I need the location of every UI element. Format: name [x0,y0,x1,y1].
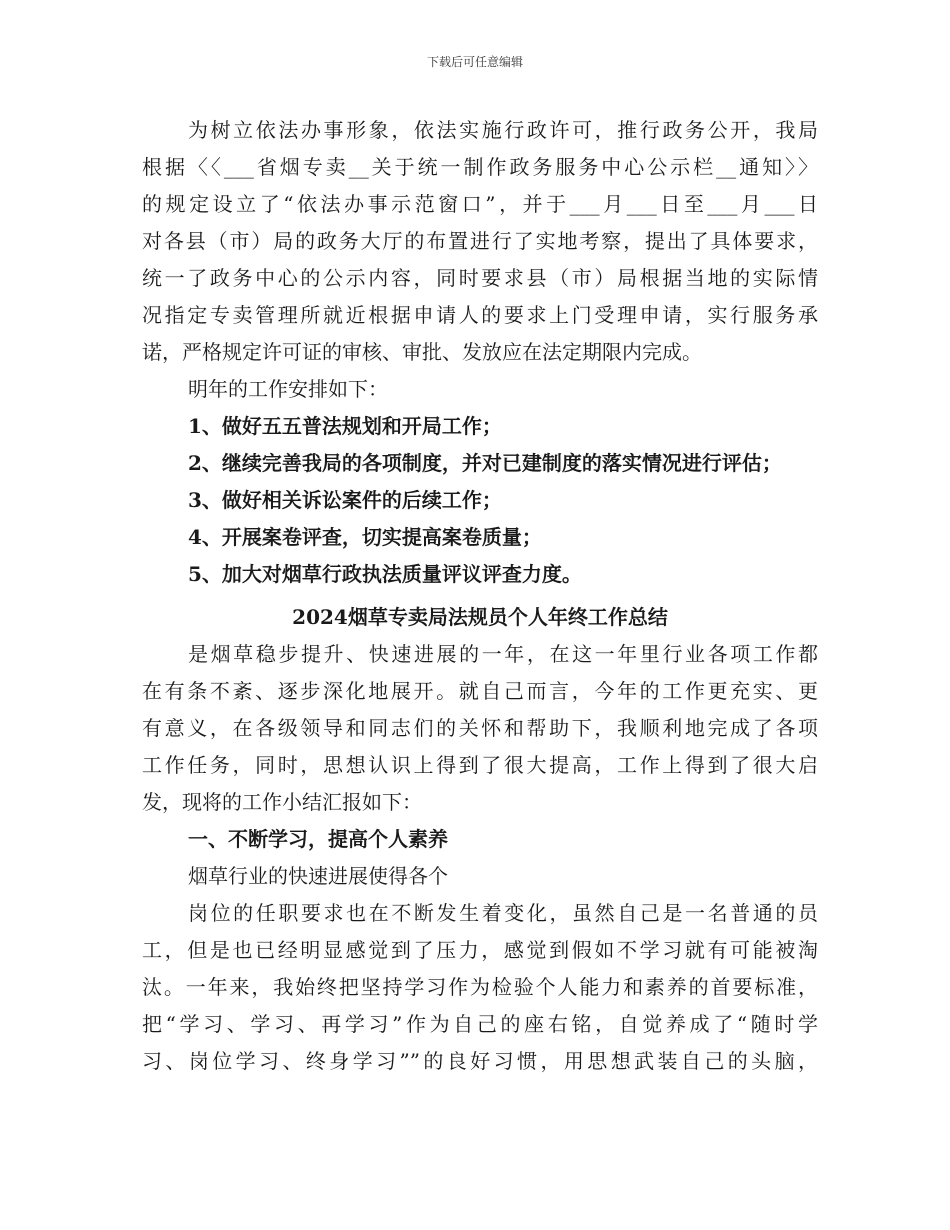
plan-item: 2、继续完善我局的各项制度，并对已建制度的落实情况进行评估； [188,451,782,475]
paragraph-window-setup [142,112,818,371]
text-line: 工，但是也已经明显感觉到了压力，感觉到假如不学习就有可能被淘 [142,938,818,962]
plan-item: 4、开展案卷评查，切实提高案卷质量； [188,525,542,549]
text-line: 烟草行业的快速进展使得各个 [188,864,448,888]
document-title: 2024烟草专卖局法规员个人年终工作总结 [292,605,668,629]
paragraph-learning [142,895,818,1080]
section-heading: 一、不断学习，提高个人素养 [188,827,448,851]
paragraph-intro [142,636,818,821]
text-line: 把“学习、学习、再学习”作为自己的座右铭，自觉养成了“随时学 [142,1012,818,1036]
plan-item: 1、做好五五普法规划和开局工作； [188,414,502,438]
text-line: 根据〈〈___省烟专卖__关于统一制作政务服务中心公示栏__通知〉〉 [142,155,818,179]
text-line: 为树立依法办事形象，依法实施行政许可，推行政务公开，我局 [188,118,818,142]
text-line: 习、岗位学习、终身学习””的良好习惯，用思想武装自己的头脑， [142,1049,818,1073]
text-line: 汰。一年来，我始终把坚持学习作为检验个人能力和素养的首要标准， [142,975,818,999]
text-line: 工作任务，同时，思想认识上得到了很大提高，工作上得到了很大启 [142,753,818,777]
text-line: 况指定专卖管理所就近根据申请人的要求上门受理申请，实行服务承 [142,303,818,327]
document-body [142,112,818,1080]
text-line: 对各县（市）局的政务大厅的布置进行了实地考察，提出了具体要求， [142,229,818,253]
text-line: 的规定设立了“依法办事示范窗口”，并于___月___日至___月___日 [142,192,818,216]
text-line: 岗位的任职要求也在不断发生着变化，虽然自己是一名普通的员 [188,901,818,925]
text-line: 是烟草稳步提升、快速进展的一年，在这一年里行业各项工作都 [188,642,818,666]
plan-item: 3、做好相关诉讼案件的后续工作； [188,488,502,512]
text-line: 发，现将的工作小结汇报如下： [142,790,422,814]
text-line: 统一了政务中心的公示内容，同时要求县（市）局根据当地的实际情 [142,266,818,290]
page-header: 下载后可任意编辑 [426,55,523,69]
plan-list [142,408,818,593]
text-line: 在有条不紊、逐步深化地展开。就自己而言，今年的工作更充实、更 [142,679,818,703]
text-line: 有意义，在各级领导和同志们的关怀和帮助下，我顺利地完成了各项 [142,716,818,740]
plan-intro: 明年的工作安排如下： [188,377,388,401]
text-line: 诺，严格规定许可证的审核、审批、发放应在法定期限内完成。 [142,340,702,364]
plan-item: 5、加大对烟草行政执法质量评议评查力度。 [188,562,582,586]
